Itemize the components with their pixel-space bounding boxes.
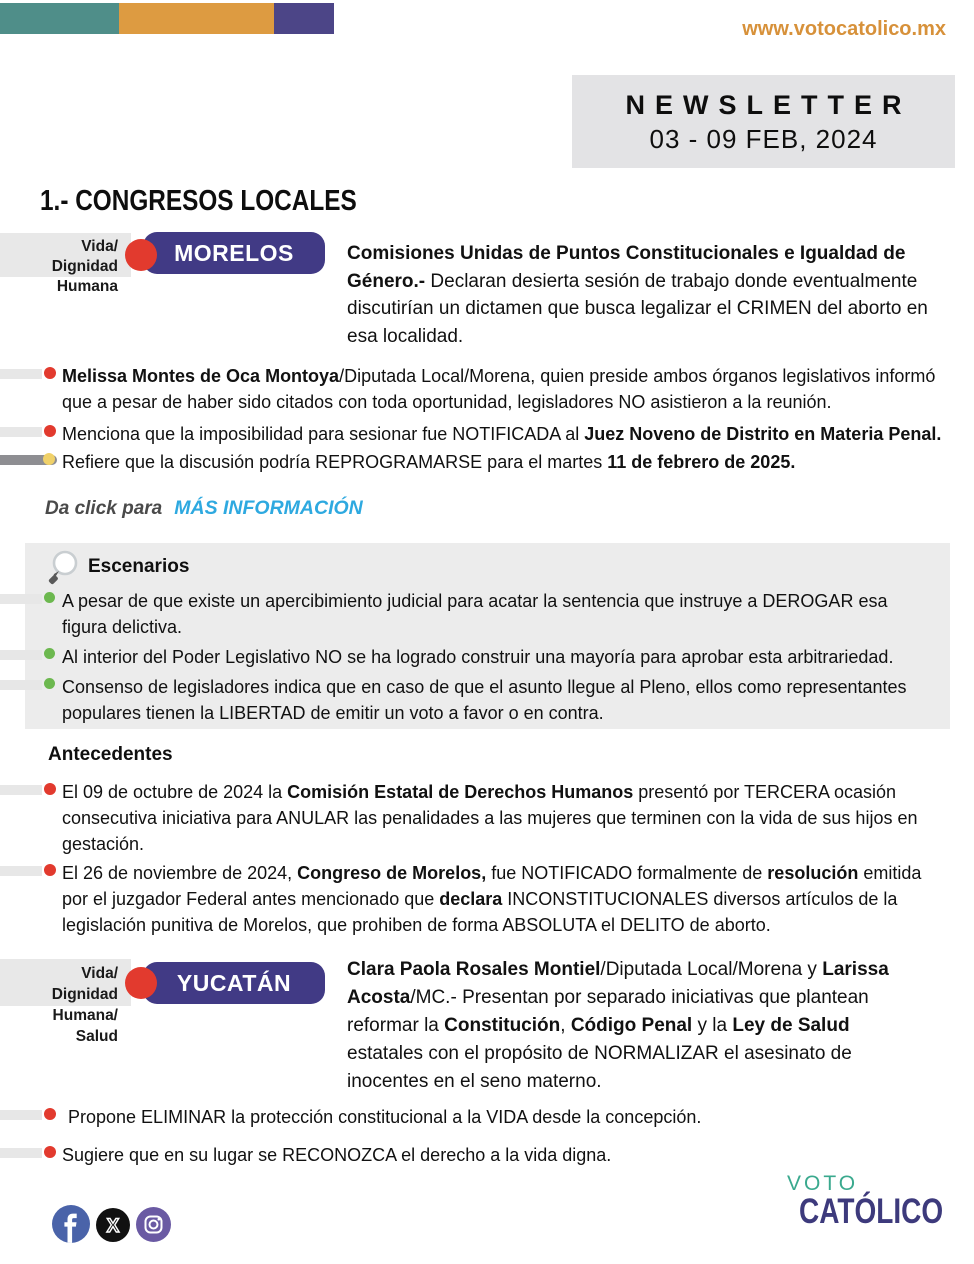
intro-text: estatales con el propósito de NORMALIZAR el asesinato de inocentes en el seno materno. [347,1043,852,1092]
bullet-row [0,1104,974,1130]
bullet-bar [0,785,42,795]
bullet-text-bold: Congreso de Morelos, [297,863,487,883]
bullet-row [0,363,974,415]
bullet-row [0,588,974,640]
bullet-text: Consenso de legisladores indica que en caso de que el asunto llegue al Pleno, ellos como representantes populares tienen la LIBERTAD de emitir un voto a favor o en contra. [62,677,907,723]
bullet-text: presentó por TERCERA ocasión consecutiva iniciativa para ANULAR las penalidades a las mujeres que terminen con la vida de sus hijos en gestación. [62,782,918,854]
svg-text:X: X [106,1216,120,1237]
state-pill-label: YUCATÁN [176,969,292,996]
bullet-text: Menciona que la imposibilidad para sesionar fue NOTIFICADA al [62,424,585,444]
state-pill-label: MORELOS [174,239,294,266]
bullet-text: INCONSTITUCIONALES diversos artículos de la legislación punitiva de Morelos, que prohiben de forma ABSOLUTA el DELITO de aborto. [62,889,898,935]
more-info-link[interactable]: MÁS INFORMACIÓN [174,497,363,519]
yellow-dot-icon [43,453,55,465]
bullet-text-bold: 11 de febrero de 2025. [607,452,796,472]
bullet-text: fue NOTIFICADO formalmente de [486,863,768,883]
topbar-indigo-segment [274,3,334,34]
bullet-text: Refiere que la discusión podría REPROGRAMARSE para el martes [62,452,608,472]
bullet-row [0,674,974,726]
topbar-teal-segment [0,3,119,34]
bullet-text-bold: Comisión Estatal de Derechos Humanos [287,782,634,802]
bullet-text: El 09 de octubre de 2024 la [62,782,288,802]
green-dot-icon [44,648,55,659]
category-line: Humana [56,278,118,295]
red-dot-icon [44,1108,56,1120]
newsletter-title: NEWSLETTER [625,90,912,120]
intro-text: /Diputada Local/Morena y [600,959,823,980]
bullet-text-bold: Melissa Montes de Oca Montoya [62,366,340,386]
red-bullet-circle [125,239,157,271]
newsletter-date: 03 - 09 FEB, 2024 [649,124,878,154]
newsletter-header-box [572,75,955,168]
red-dot-icon [44,1146,56,1158]
bullet-bar [0,680,42,690]
more-info-row [45,497,363,520]
bullet-text-bold: declara [439,889,503,909]
bullet-text-bold: resolución [767,863,859,883]
bullet-text: A pesar de que existe un apercibimiento judicial para acatar la sentencia que instruye a DEROGAR esa figura delictiva. [62,591,888,637]
yucatan-intro [347,956,892,1096]
intro-bold: Larissa Acosta [347,959,889,1008]
bullet-text: /Diputada Local/Morena, quien preside ambos órganos legislativos informó que a pesar de haber sido citados con toda oportunidad, legisladores NO asistieron a la reunión. [62,366,936,412]
bullet-bar [0,594,42,604]
intro-text: y la [692,1015,733,1036]
bullet-text: Propone ELIMINAR la protección constitucional a la VIDA desde la concepción. [68,1107,702,1127]
bullet-text: emitida por el juzgador Federal antes mencionado que [62,863,922,909]
intro-text: , [560,1015,571,1036]
escenarios-title: Escenarios [88,556,190,577]
logo-catolico: CATÓLICO [799,1192,944,1231]
magnifier-icon [40,546,84,592]
red-bullet-circle [125,967,157,999]
bullet-row [0,779,974,857]
bullet-bar [0,1110,42,1120]
morelos-category-label [0,237,118,297]
intro-text: /MC.- Presentan por separado iniciativas que plantean reformar la [347,987,869,1036]
instagram-icon[interactable] [136,1207,171,1242]
red-dot-icon [44,864,56,876]
intro-bold: Constitución [444,1015,561,1036]
morelos-intro-bold: Comisiones Unidas de Puntos Constitucionales e Igualdad de Género.- [347,243,906,292]
bullet-bar [0,369,42,379]
bullet-row [0,860,974,938]
red-dot-icon [44,783,56,795]
facebook-icon[interactable] [52,1205,90,1243]
x-icon[interactable] [96,1208,130,1242]
bullet-row [0,421,974,447]
state-pill-yucatan [143,962,325,1004]
morelos-intro-rest: Declaran desierta sesión de trabajo donde eventualmente discutirían un dictamen que busca legalizar el CRIMEN del aborto en esa localidad. [347,270,928,347]
bullet-row [0,1142,974,1168]
category-line: Vida/ [81,238,118,255]
bullet-text: Sugiere que en su lugar se RECONOZCA el derecho a la vida digna. [62,1145,612,1165]
red-dot-icon [44,425,56,437]
bullet-row [0,449,974,475]
intro-bold: Código Penal [570,1015,693,1036]
bullet-bar [0,866,42,876]
logo-voto: VOTO [787,1172,859,1195]
topbar-orange-segment [119,3,274,34]
intro-bold: Clara Paola Rosales Montiel [347,959,601,980]
bullet-bar [0,650,42,660]
click-label: Da click para [45,498,163,519]
section-title: 1.- CONGRESOS LOCALES [40,185,357,217]
green-dot-icon [44,592,55,603]
antecedentes-title: Antecedentes [48,744,173,765]
category-line: Salud [75,1028,118,1045]
state-pill-morelos [143,232,325,274]
category-line: Vida/ [81,965,118,982]
red-dot-icon [44,367,56,379]
bullet-text-bold: Juez Noveno de Distrito en Materia Penal. [584,424,942,444]
bullet-bar [0,1148,42,1158]
category-line: Dignidad [51,258,118,275]
morelos-intro [347,240,947,350]
bullet-row [0,644,974,670]
bullet-bar [0,427,42,437]
bullet-text: Al interior del Poder Legislativo NO se ha logrado construir una mayoría para aprobar esta arbitrariedad. [62,647,894,667]
bullet-text: El 26 de noviembre de 2024, [62,863,298,883]
green-dot-icon [44,678,55,689]
intro-bold: Ley de Salud [732,1015,850,1036]
category-line: Dignidad [51,986,118,1003]
yucatan-category-label [0,963,118,1047]
website-url[interactable]: www.votocatolico.mx [742,18,946,40]
category-line: Humana/ [52,1007,118,1024]
